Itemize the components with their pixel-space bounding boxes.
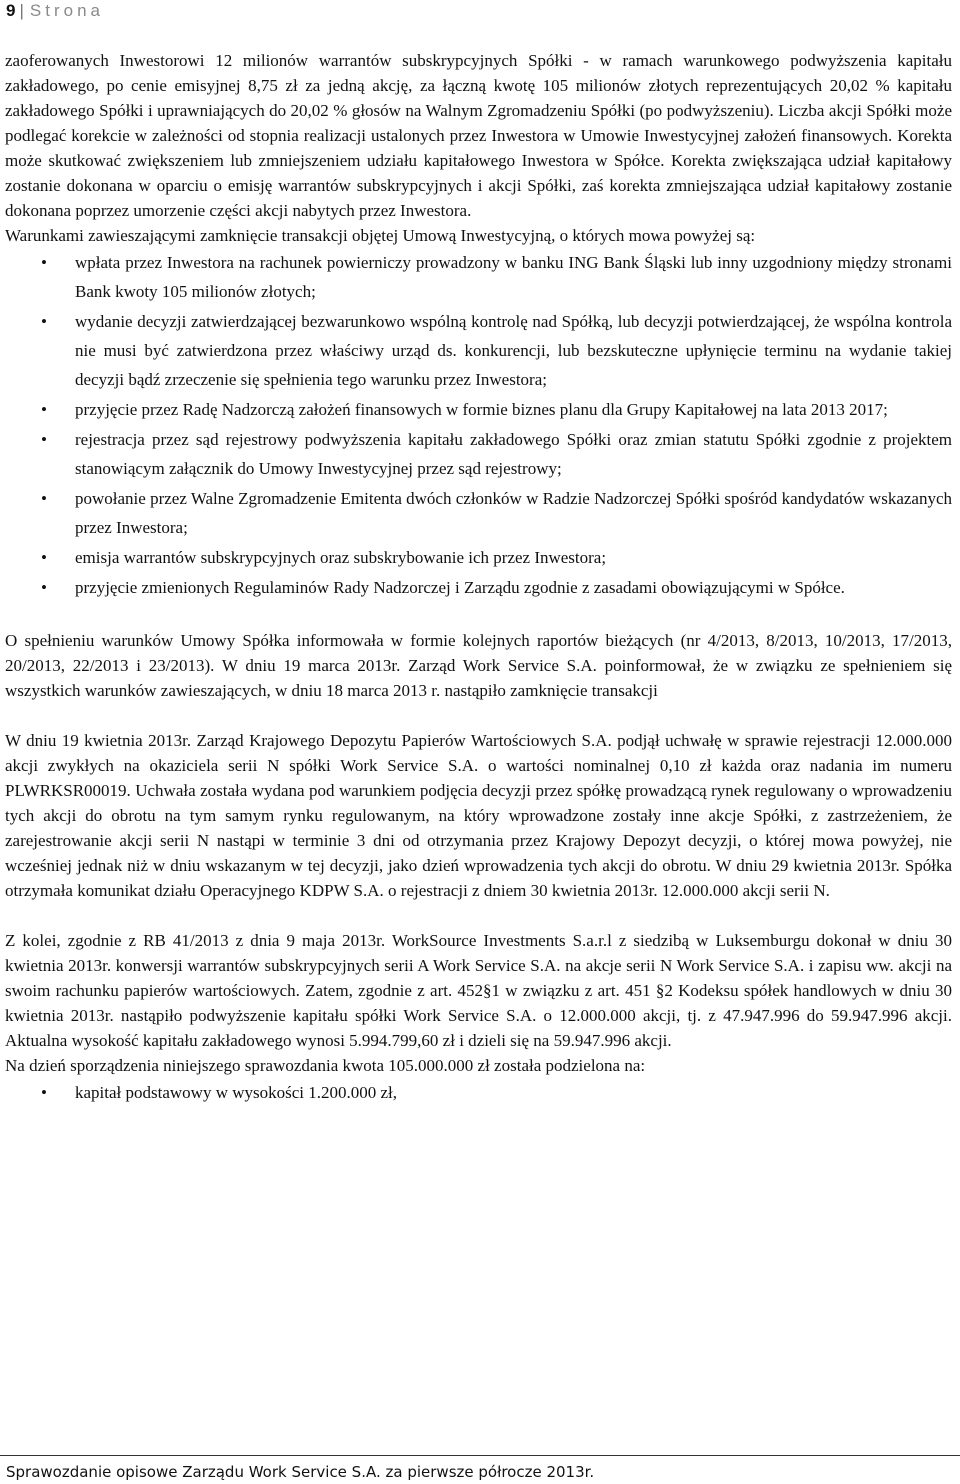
list-item (5, 1078, 952, 1107)
list-item-text: wydanie decyzji zatwierdzającej bezwarunkowo wspólną kontrolę nad Spółką, lub decyzji potwierdzającej, że wspólna kontrola nie musi być zatwierdzona przez właściwy urząd ds. konkurencji, lub bezskuteczne upłynięcie terminu na wydanie takiej decyzji bądź zrzeczenie się spełnienia tego warunku przez Inwestora; (75, 312, 952, 389)
paragraph-amount-division: Na dzień sporządzenia niniejszego sprawozdania kwota 105.000.000 zł została podzielona na: (5, 1056, 646, 1075)
bullet-icon: • (41, 489, 47, 508)
footer-divider (0, 1455, 960, 1456)
list-item (5, 425, 952, 483)
list-item-text: przyjęcie przez Radę Nadzorczą założeń finansowych w formie biznes planu dla Grupy Kapitałowej na lata 2013 2017; (75, 400, 888, 419)
paragraph-worksource-conversion: Z kolei, zgodnie z RB 41/2013 z dnia 9 maja 2013r. WorkSource Investments S.a.r.l z siedzibą w Luksemburgu dokonał w dniu 30 kwietnia 2013r. konwersji warrantów subskrypcyjnych serii A Work Service S.A. na akcje serii N Work Service S.A. i zapisu ww. akcji na swoim rachunku papierów wartościowych. Zatem, zgodnie z art. 452§1 w związku z art. 451 §2 Kodeksu spółek handlowych w dniu 30 kwietnia 2013r. nastąpiło podwyższenie kapitału spółki Work Service S.A. o 12.000.000 akcji, tj. z 47.947.996 do 59.947.996 akcji. Aktualna wysokość kapitału zakładowego wynosi 5.994.799,60 zł i dzieli się na 59.947.996 akcji. (5, 931, 952, 1050)
bullet-icon: • (41, 400, 47, 419)
bullet-icon: • (41, 430, 47, 449)
page-footer: Sprawozdanie opisowe Zarządu Work Service S.A. za pierwsze półrocze 2013r. (6, 1463, 595, 1481)
list-item-text: przyjęcie zmienionych Regulaminów Rady Nadzorczej i Zarządu zgodnie z zasadami obowiązującymi w Spółce. (75, 578, 845, 597)
division-list (5, 1078, 952, 1107)
paragraph-conditions-intro: Warunkami zawieszającymi zamknięcie transakcji objętej Umową Inwestycyjną, o których mowa powyżej są: (5, 226, 756, 245)
page-label: Strona (29, 1, 104, 20)
paragraph-kdpw-registration: W dniu 19 kwietnia 2013r. Zarząd Krajowego Depozytu Papierów Wartościowych S.A. podjął uchwałę w sprawie rejestracji 12.000.000 akcji zwykłych na okaziciela serii N spółki Work Service S.A. o wartości nominalnej 0,10 zł każda oraz nadania im numeru PLWRKSR00019. Uchwała została wydana pod warunkiem podjęcia decyzji przez spółkę prowadzącą rynek regulowany o wprowadzeniu tych akcji do obrotu na tym samym rynku regulowanym, na który wprowadzone zostały inne akcje Spółki, z zastrzeżeniem, że zarejestrowanie akcji serii N nastąpi w terminie 3 dni od otrzymania przez Krajowy Depozyt decyzji, o której mowa powyżej, nie wcześniej jednak niż w dniu wskazanym w tej decyzji, jako dzień wprowadzenia tych akcji do obrotu. W dniu 29 kwietnia 2013r. Spółka otrzymała komunikat działu Operacyjnego KDPW S.A. o rejestracji z dniem 30 kwietnia 2013r. 12.000.000 akcji serii N. (5, 731, 952, 900)
list-item-text: rejestracja przez sąd rejestrowy podwyższenia kapitału zakładowego Spółki oraz zmian statutu Spółki zgodnie z projektem stanowiącym załącznik do Umowy Inwestycyjnej przez sąd rejestrowy; (75, 430, 952, 478)
paragraph-reports: O spełnieniu warunków Umowy Spółka informowała w formie kolejnych raportów bieżących (nr 4/2013, 8/2013, 10/2013, 17/2013, 20/2013, 22/2013 i 23/2013). W dniu 19 marca 2013r. Zarząd Work Service S.A. poinformował, że w związku ze spełnieniem się wszystkich warunków zawieszających, w dniu 18 marca 2013 r. nastąpiło zamknięcie transakcji (5, 631, 952, 700)
list-item-text: kapitał podstawowy w wysokości 1.200.000 zł, (75, 1083, 398, 1102)
header-separator: | (19, 1, 24, 20)
bullet-icon: • (41, 312, 47, 331)
list-item (5, 248, 952, 306)
conditions-list (5, 248, 952, 602)
spacer (5, 703, 952, 728)
bullet-icon: • (41, 1083, 47, 1102)
page-number: 9 (6, 1, 16, 20)
list-item (5, 395, 952, 424)
bullet-icon: • (41, 548, 47, 567)
bullet-icon: • (41, 253, 47, 272)
spacer (5, 603, 952, 628)
list-item (5, 484, 952, 542)
list-item-text: wpłata przez Inwestora na rachunek powierniczy prowadzony w banku ING Bank Śląski lub inny uzgodniony między stronami Bank kwoty 105 milionów złotych; (75, 253, 952, 301)
paragraph-investment-terms: zaoferowanych Inwestorowi 12 milionów warrantów subskrypcyjnych Spółki - w ramach warunkowego podwyższenia kapitału zakładowego, po cenie emisyjnej 8,75 zł za jedną akcję, za łączną kwotę 105 milionów złotych reprezentujących 20,02 % kapitału zakładowego Spółki i uprawniających do 20,02 % głosów na Walnym Zgromadzeniu Spółki (po podwyższeniu). Liczba akcji Spółki może podlegać korekcie w zależności od stopnia realizacji ustalonych przez Inwestora w Umowie Inwestycyjnej założeń finansowych. Korekta może skutkować zwiększeniem lub zmniejszeniem udziału kapitałowego Inwestora w Spółce. Korekta zwiększająca udział kapitałowy zostanie dokonana w oparciu o emisję warrantów subskrypcyjnych i akcji Spółki, zaś korekta zmniejszająca udział kapitałowy zostanie dokonana poprzez umorzenie części akcji nabytych przez Inwestora. (5, 51, 952, 220)
list-item-text: powołanie przez Walne Zgromadzenie Emitenta dwóch członków w Radzie Nadzorczej Spółki spośród kandydatów wskazanych przez Inwestora; (75, 489, 952, 537)
page-header (6, 0, 104, 22)
list-item-text: emisja warrantów subskrypcyjnych oraz subskrybowanie ich przez Inwestora; (75, 548, 607, 567)
list-item (5, 543, 952, 572)
list-item (5, 573, 952, 602)
bullet-icon: • (41, 578, 47, 597)
spacer (5, 903, 952, 928)
document-body (5, 48, 952, 1108)
list-item (5, 307, 952, 394)
